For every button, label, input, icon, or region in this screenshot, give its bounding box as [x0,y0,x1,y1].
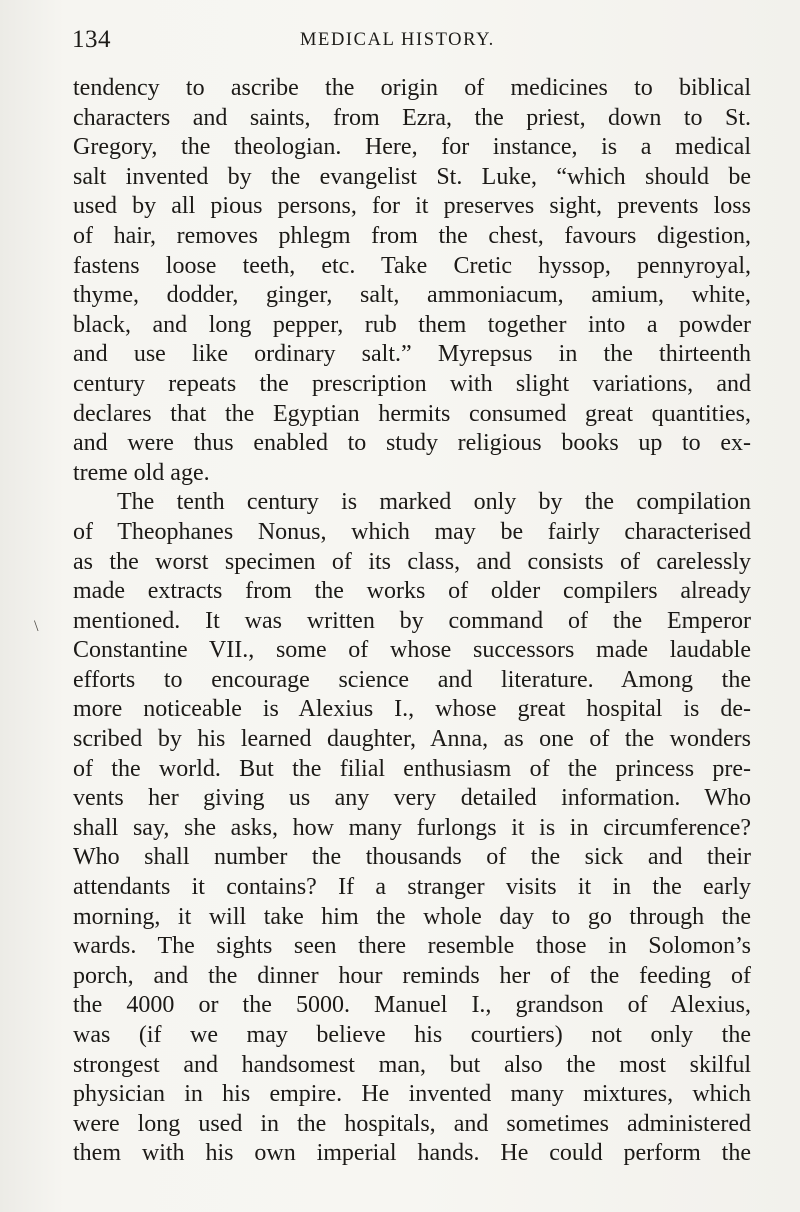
text-line: and use like ordinary salt.” Myrepsus in the thirteenth [73,341,751,368]
text-line: vents her giving us any very detailed information. Who [73,785,751,812]
text-line: fastens loose teeth, etc. Take Cretic hyssop, pennyroyal, [73,252,751,279]
text-line: more noticeable is Alexius I., whose great hospital is de- [73,696,751,723]
text-line: declares that the Egyptian hermits consumed great quantities, [73,400,751,427]
text-line: Who shall number the thousands of the sick and their [73,844,751,871]
text-line: made extracts from the works of older compilers already [73,578,751,605]
text-line: efforts to encourage science and literature. Among the [73,666,751,693]
text-line: characters and saints, from Ezra, the priest, down to St. [73,104,751,131]
page-number: 134 [72,26,111,53]
text-line: attendants it contains? If a stranger visits it in the early [73,874,751,901]
text-line: scribed by his learned daughter, Anna, as one of the wonders [73,726,751,753]
text-line: shall say, she asks, how many furlongs it is in circumference? [73,814,751,841]
text-line: tendency to ascribe the origin of medicines to biblical [73,75,751,101]
text-line: physician in his empire. He invented many mixtures, which [73,1081,751,1108]
text-line: black, and long pepper, rub them together into a powder [73,311,751,338]
text-line: mentioned. It was written by command of the Emperor [73,607,751,634]
text-line: of Theophanes Nonus, which may be fairly characterised [73,518,751,545]
running-head: MEDICAL HISTORY. [300,30,495,50]
text-line: treme old age. [73,459,210,486]
text-line: salt invented by the evangelist St. Luke, “which should be [73,163,751,190]
text-line: porch, and the dinner hour reminds her of the feeding of [73,962,751,989]
text-line: were long used in the hospitals, and sometimes administered [73,1110,751,1137]
text-line: Constantine VII., some of whose successors made laudable [73,637,751,664]
text-line: used by all pious persons, for it preserves sight, prevents loss [73,193,751,220]
text-line: of hair, removes phlegm from the chest, favours digestion, [73,222,751,249]
text-line: and were thus enabled to study religious books up to ex- [73,430,751,457]
text-line: thyme, dodder, ginger, salt, ammoniacum, amium, white, [73,282,751,309]
text-line: the 4000 or the 5000. Manuel I., grandson of Alexius, [73,992,751,1019]
text-line: of the world. But the filial enthusiasm of the princess pre- [73,755,751,782]
text-line: wards. The sights seen there resemble those in Solomon’s [73,933,751,960]
text-line: The tenth century is marked only by the compilation [117,489,751,516]
text-line: was (if we may believe his courtiers) not only the [73,1022,751,1048]
page-header [72,26,752,60]
margin-mark: \ [34,618,39,635]
text-line: century repeats the prescription with slight variations, and [73,370,751,397]
text-line: strongest and handsomest man, but also the most skilful [73,1051,751,1078]
text-line: as the worst specimen of its class, and consists of carelessly [73,548,751,575]
body-text [73,74,751,1169]
text-line: morning, it will take him the whole day to go through the [73,903,751,930]
text-line: them with his own imperial hands. He could perform the [73,1140,751,1167]
text-line: Gregory, the theologian. Here, for instance, is a medical [73,134,751,161]
